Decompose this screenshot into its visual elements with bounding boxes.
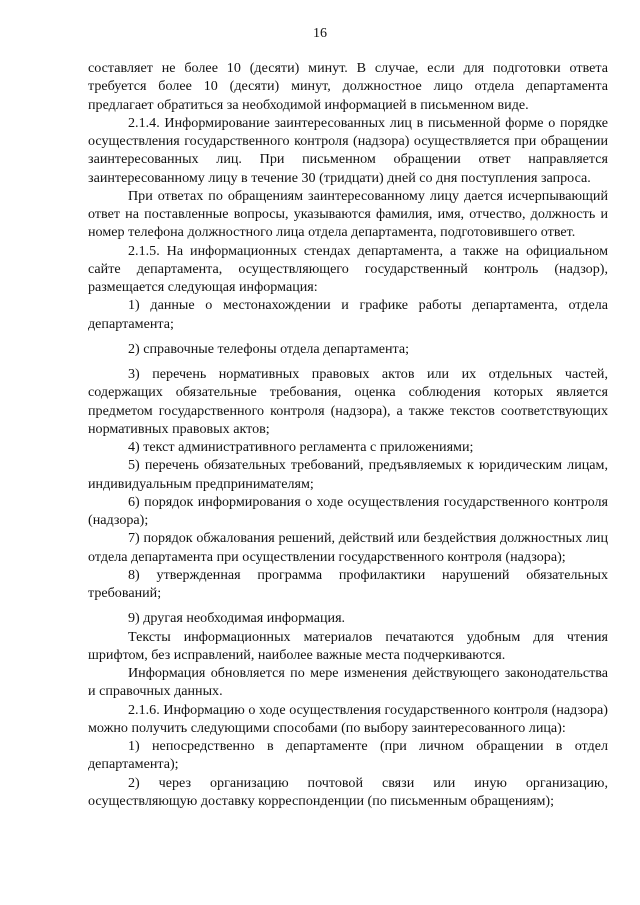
list-item: 1) данные о местонахождении и графике работы департамента, отдела департамента; (88, 297, 608, 332)
paragraph: При ответах по обращениям заинтересованному лицу дается исчерпывающий ответ на поставленные вопросы, указываются фамилия, имя, отчество, должность и номер телефона должностного лица отдела департамента, подготовившего ответ. (88, 187, 608, 241)
list-item: 9) другая необходимая информация. (128, 610, 346, 627)
list-item: 2) через организацию почтовой связи или иную организацию, осуществляющую доставку корреспонденции (по письменным обращениям); (88, 774, 608, 809)
paragraph: Информация обновляется по мере изменения действующего законодательства и справочных данных. (88, 665, 608, 700)
paragraph: 2.1.6. Информацию о ходе осуществления государственного контроля (надзора) можно получить следующими способами (по выбору заинтересованного лица): (88, 701, 608, 736)
page-number: 16 (313, 26, 327, 41)
paragraph: 2.1.4. Информирование заинтересованных лиц в письменной форме о порядке осуществления государственного контроля (надзора) осуществляется при обращении заинтересованных лиц. При письменном обращении ответ направляется заинтересованному лицу в течение 30 (тридцати) дней со дня поступления запроса. (88, 114, 608, 186)
list-item: 2) справочные телефоны отдела департамента; (128, 340, 410, 357)
paragraph: составляет не более 10 (десяти) минут. В случае, если для подготовки ответа требуется более 10 (десяти) минут, должностное лицо отдела департамента предлагает обратиться за необходимой информацией в письменном виде. (88, 60, 608, 113)
list-item: 3) перечень нормативных правовых актов или их отдельных частей, содержащих обязательные требования, оценка соблюдения которых является предметом государственного контроля (надзора), а также текстов соответствующих нормативных правовых актов; (88, 366, 608, 437)
list-item: 5) перечень обязательных требований, предъявляемых к юридическим лицам, индивидуальным предпринимателям; (88, 457, 608, 492)
list-item: 1) непосредственно в департаменте (при личном обращении в отдел департамента); (88, 738, 608, 773)
paragraph: Тексты информационных материалов печатаются удобным для чтения шрифтом, без исправлений, наиболее важные места подчеркиваются. (88, 628, 608, 663)
document-body (88, 59, 608, 810)
list-item: 6) порядок информирования о ходе осуществления государственного контроля (надзора); (88, 493, 608, 528)
list-item: 8) утвержденная программа профилактики нарушений обязательных требований; (88, 566, 608, 601)
paragraph: 2.1.5. На информационных стендах департамента, а также на официальном сайте департамента, осуществляющего государственный контроль (надзор), размещается следующая информация: (88, 242, 608, 295)
list-item: 4) текст административного регламента с приложениями; (128, 439, 474, 455)
list-item: 7) порядок обжалования решений, действий или бездействия должностных лиц отдела департамента при осуществлении государственного контроля (надзора); (88, 530, 608, 565)
